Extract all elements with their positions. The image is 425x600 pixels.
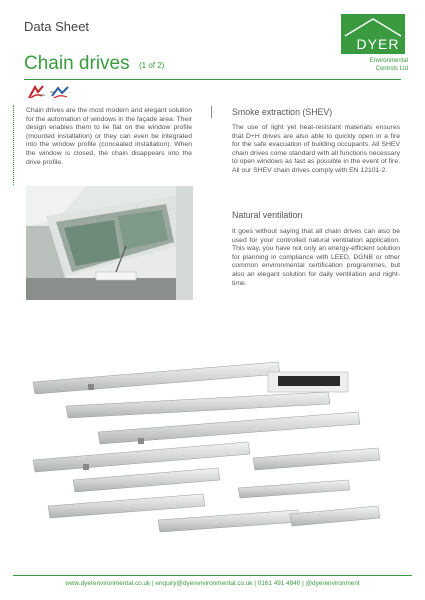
- drive-unit-6: [253, 448, 380, 470]
- natural-ventilation-heading: Natural ventilation: [232, 210, 303, 220]
- drive-unit-5: [33, 442, 250, 472]
- drive-unit-3: [66, 392, 330, 418]
- natural-ventilation-text: It goes without saying that all chain drives can also be used for your controlled natural ventilation application. This way, you have not only an energy-efficient solution for planning in compliance with LEED, DGNB or other common environmental certification programmes, but also an elegant solution for daily ventilation and night-time.: [232, 228, 400, 287]
- title-underline: [24, 79, 401, 80]
- dyer-logo: [336, 14, 408, 76]
- logo-subtitle-line1: Environmental: [369, 58, 408, 64]
- natural-ventilation-icon: [50, 84, 70, 100]
- margin-dotted-rule: [13, 105, 14, 185]
- logo-subtitle-line2: Controls Ltd: [375, 66, 408, 72]
- intro-paragraph: Chain drives are the most modern and elegant solution for the automation of windows in the façade area. Their design enables them to lie flat on the window profile (mounted installation) or they can even be integrated into the window profile (concealed installation). When the window is closed, the chain disappears into the drive profile.: [26, 107, 192, 166]
- logo-name: DYER: [356, 36, 400, 52]
- logo-subtitle: [336, 57, 408, 73]
- footer-contact: www.dyerenvironmental.co.uk | enquiry@dyerenvironmental.co.uk | 0161 491 4840 | @dyerenvironment: [65, 580, 360, 587]
- drive-unit-2: [268, 372, 348, 392]
- drive-unit-11: [290, 506, 380, 526]
- drive-unit-7: [73, 468, 220, 492]
- drive-unit-1: [33, 362, 280, 394]
- page-title: Chain drives: [24, 53, 130, 74]
- chain-drive-products-image: [28, 360, 398, 535]
- drive-unit-8: [238, 480, 350, 498]
- drive-unit-9: [48, 494, 205, 518]
- logo-mark: [341, 14, 405, 54]
- feature-icons: [26, 84, 72, 100]
- page-indicator: (1 of 2): [139, 61, 165, 70]
- footer-rule: [13, 575, 412, 576]
- drive-unit-10: [158, 510, 300, 532]
- doc-type-label: Data Sheet: [24, 19, 90, 34]
- smoke-extraction-icon: [26, 84, 46, 100]
- window-chain-drive-photo: [26, 186, 193, 300]
- drive-unit-4: [98, 412, 360, 444]
- smoke-extraction-heading: Smoke extraction (SHEV): [232, 107, 333, 117]
- column-divider: [211, 106, 212, 118]
- smoke-extraction-text: The use of light yet heat-resistant materials ensures that D+H drives are also able to quickly open in a fire for the safe evacuation of building occupants. All SHEV chain drives come standard with all functions necessary to open windows as fast as possible in the event of fire. All our SHEV chain drives comply with EN 12101-2.: [232, 124, 400, 174]
